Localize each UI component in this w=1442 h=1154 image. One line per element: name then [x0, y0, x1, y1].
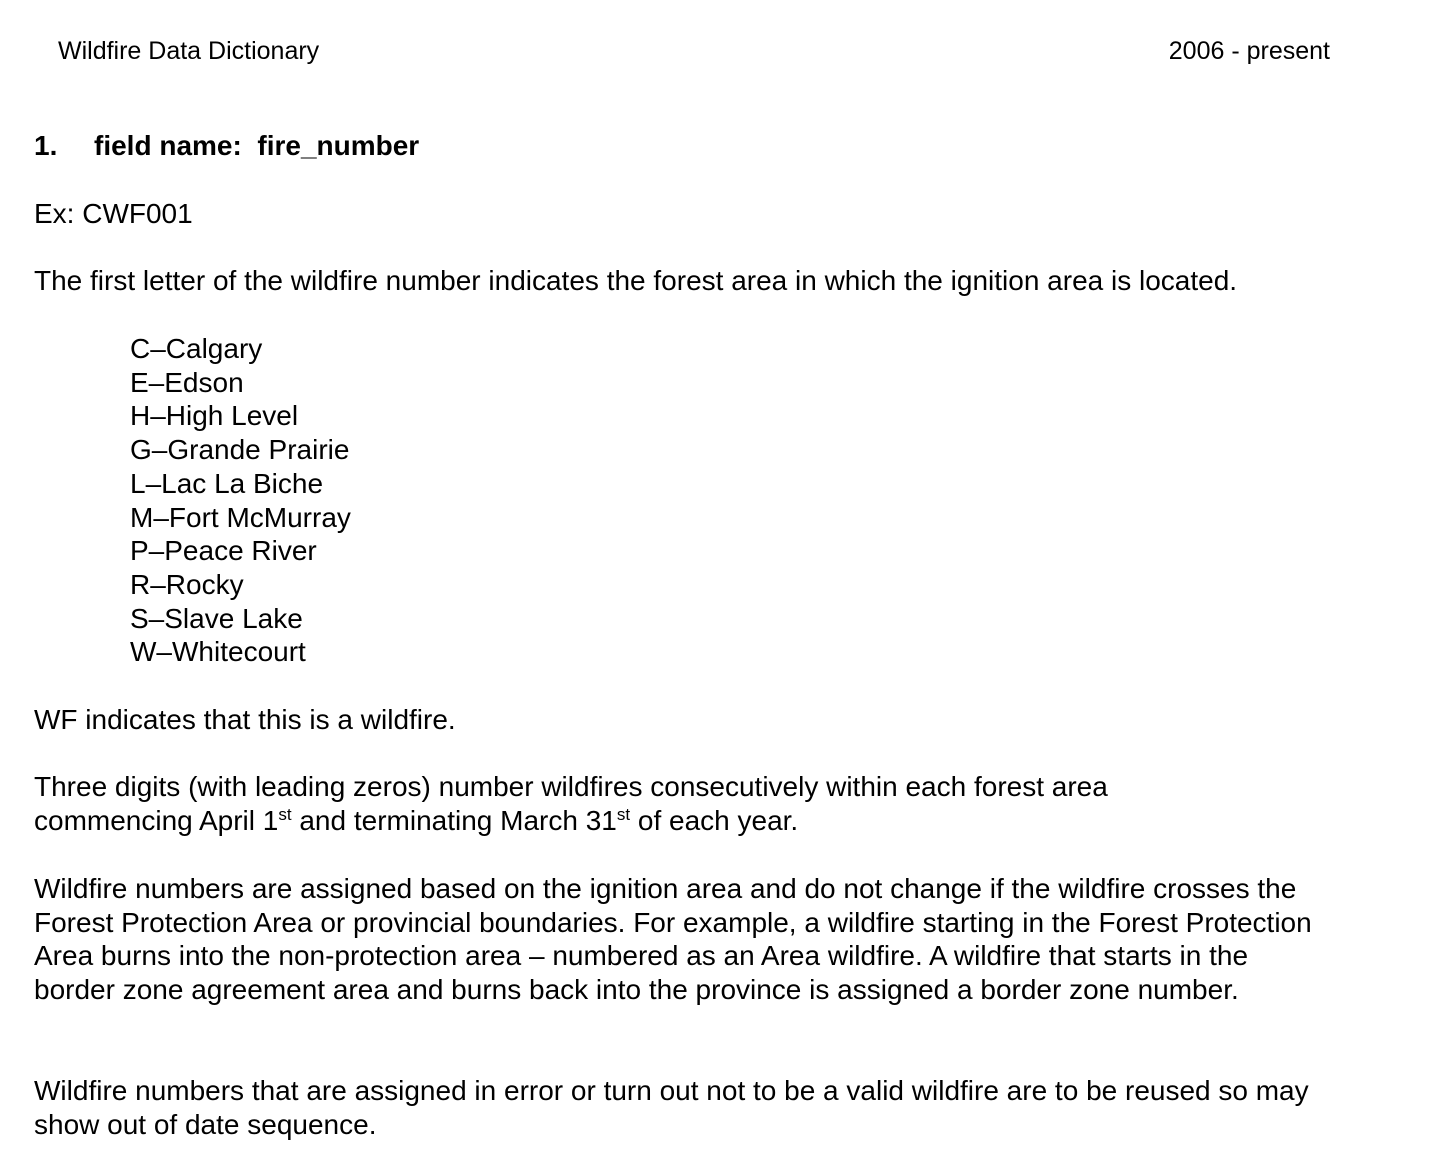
ordinal-suffix: st	[616, 804, 631, 824]
list-item: E–Edson	[130, 366, 244, 398]
list-item: M–Fort McMurray	[130, 501, 351, 533]
digits-text-part1: Three digits (with leading zeros) number wildfires consecutively within each forest area commencing April 1	[34, 771, 1108, 836]
digits-text-part3: of each year.	[630, 804, 799, 836]
list-item: L–Lac La Biche	[130, 467, 324, 499]
list-item: G–Grande Prairie	[130, 434, 350, 466]
forest-area-list	[130, 332, 351, 669]
section-number: 1.	[34, 130, 58, 161]
list-item: S–Slave Lake	[130, 602, 303, 634]
ordinal-suffix: st	[278, 804, 292, 824]
assigned-paragraph: Wildfire numbers are assigned based on the ignition area and do not change if the wildfire crosses the Forest Protection Area or provincial boundaries. For example, a wildfire starting in the Forest Protection Area burns into the non-protection area – numbered as an Area wildfire. A wildfire that starts in the border zone agreement area and burns back into the province is assigned a border zone number.	[34, 873, 1312, 1006]
list-item: C–Calgary	[130, 333, 263, 364]
example-text: Ex: CWF001	[34, 198, 193, 229]
error-paragraph: Wildfire numbers that are assigned in error or turn out not to be a valid wildfire are to be reused so may show out of date sequence.	[34, 1075, 1309, 1140]
list-item: W–Whitecourt	[130, 636, 306, 668]
list-item: R–Rocky	[130, 568, 244, 600]
wf-paragraph: WF indicates that this is a wildfire.	[34, 704, 456, 735]
list-item: H–High Level	[130, 400, 299, 432]
digits-paragraph	[34, 770, 1194, 837]
list-item: P–Peace River	[130, 535, 317, 567]
section-heading	[34, 129, 419, 163]
header-date-range: 2006 - present	[1168, 37, 1330, 65]
section-heading-text: field name: fire_number	[94, 130, 420, 161]
digits-text-part2: and terminating March 31	[291, 804, 617, 836]
header-title: Wildfire Data Dictionary	[58, 37, 320, 65]
first-letter-paragraph: The first letter of the wildfire number indicates the forest area in which the ignition area is located.	[34, 265, 1238, 296]
